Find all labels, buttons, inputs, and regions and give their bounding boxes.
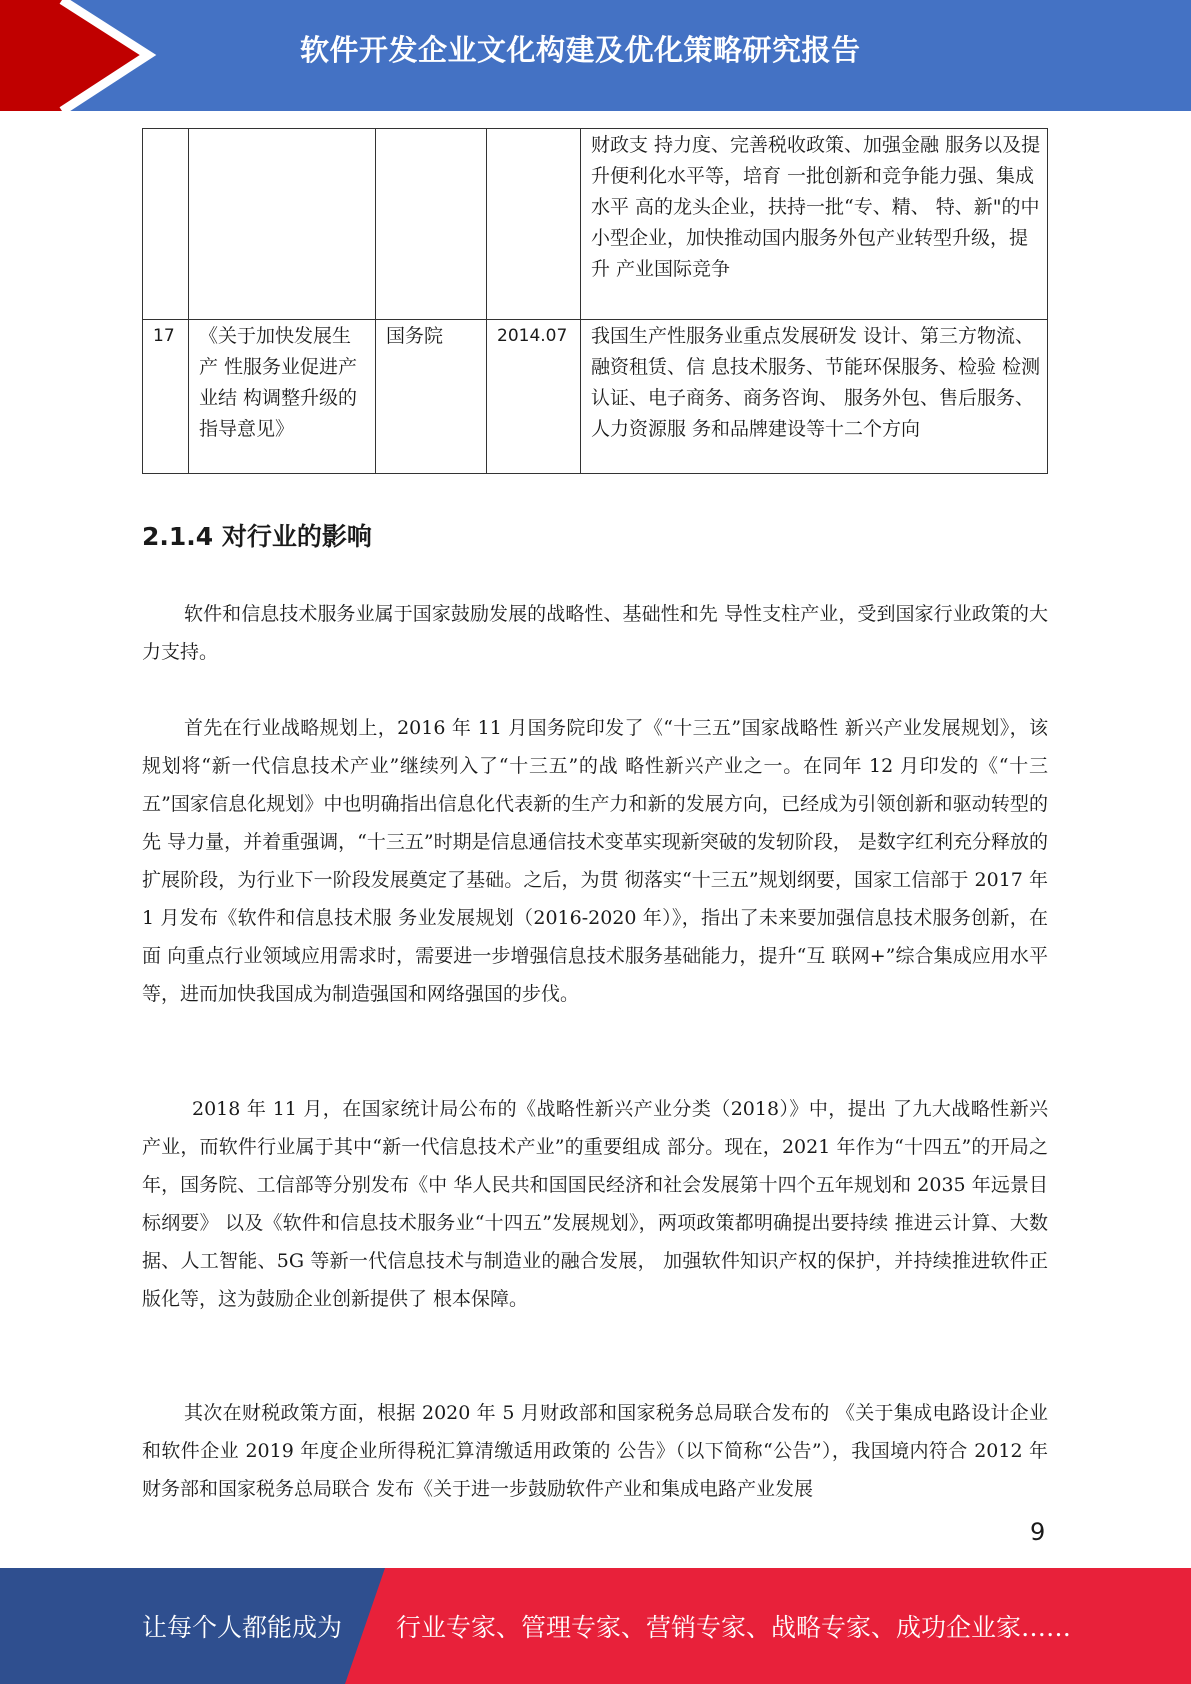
policy-table bbox=[142, 128, 1048, 474]
cell-content: 我国生产性服务业重点发展研发 设计、第三方物流、融资租赁、信 息技术服务、节能环保服务、检验 检测认证、电子商务、商务咨询、 服务外包、售后服务、人力资源服 务和品牌建设等十二个方向 bbox=[581, 320, 1048, 474]
cell-date: 2014.07 bbox=[487, 320, 581, 474]
cell-num bbox=[143, 129, 189, 320]
body-paragraph: 2018 年 11 月，在国家统计局公布的《战略性新兴产业分类（2018）》中，提出 了九大战略性新兴产业，而软件行业属于其中“新一代信息技术产业”的重要组成 部分。现在，2021 年作为“十四五”的开局之年，国务院、工信部等分别发布《中 华人民共和国国民经济和社会发展第十四个五年规划和 2035 年远景目标纲要》 以及《软件和信息技术服务业“十四五”发展规划》，两项政策都明确提出要持续 推进云计算、大数据、人工智能、5G 等新一代信息技术与制造业的融合发展， 加强软件知识产权的保护，并持续推进软件正版化等，这为鼓励企业创新提供了 根本保障。 bbox=[142, 1098, 1048, 1310]
header-arrow-graphic bbox=[0, 0, 160, 111]
cell-num: 17 bbox=[143, 320, 189, 474]
body-paragraph: 其次在财税政策方面，根据 2020 年 5 月财政部和国家税务总局联合发布的 《关于集成电路设计企业和软件企业 2019 年度企业所得税汇算清缴适用政策的 公告》（以下简称“公告”），我国境内符合 2012 年财务部和国家税务总局联合 发布《关于进一步鼓励软件产业和集成电路产业发展 bbox=[142, 1402, 1048, 1500]
body-paragraph: 首先在行业战略规划上，2016 年 11 月国务院印发了《“十三五”国家战略性 新兴产业发展规划》，该规划将“新一代信息技术产业”继续列入了“十三五”的战 略性新兴产业之一。在同年 12 月印发的《“十三五”国家信息化规划》中也明确指出信息化代表新的生产力和新的发展方向，已经成为引领创新和驱动转型的先 导力量，并着重强调，“十三五”时期是信息通信技术变革实现新突破的发轫阶段， 是数字红利充分释放的扩展阶段，为行业下一阶段发展奠定了基础。之后，为贯 彻落实“十三五”规划纲要，国家工信部于 2017 年 1 月发布《软件和信息技术服 务业发展规划（2016-2020 年）》，指出了未来要加强信息技术服务创新，在面 向重点行业领域应用需求时，需要进一步增强信息技术服务基础能力，提升“互 联网+”综合集成应用水平等，进而加快我国成为制造强国和网络强国的步伐。 bbox=[142, 717, 1048, 1005]
table-row bbox=[143, 129, 1048, 320]
table-row bbox=[143, 320, 1048, 474]
header-banner bbox=[0, 0, 1191, 111]
cell-issuer bbox=[376, 129, 487, 320]
cell-date bbox=[487, 129, 581, 320]
footer-slogan-right: 行业专家、管理专家、营销专家、战略专家、成功企业家…… bbox=[396, 1613, 1072, 1642]
section-heading: 2.1.4 对行业的影响 bbox=[142, 522, 372, 551]
document-title: 软件开发企业文化构建及优化策略研究报告 bbox=[300, 33, 861, 67]
body-paragraph: 软件和信息技术服务业属于国家鼓励发展的战略性、基础性和先 导性支柱产业，受到国家行业政策的大力支持。 bbox=[142, 603, 1048, 663]
page-number: 9 bbox=[1030, 1518, 1046, 1546]
footer-slogan-left: 让每个人都能成为 bbox=[142, 1613, 343, 1642]
cell-policy-name bbox=[189, 129, 376, 320]
cell-content: 财政支 持力度、完善税收政策、加强金融 服务以及提升便利化水平等，培育 一批创新和竞争能力强、集成水平 高的龙头企业，扶持一批“专、精、 特、新"的中小型企业，加快推动国内服务外包产业转型升级，提升 产业国际竞争 bbox=[581, 129, 1048, 320]
footer-banner bbox=[0, 1568, 1191, 1684]
cell-issuer: 国务院 bbox=[376, 320, 487, 474]
cell-policy-name: 《关于加快发展生产 性服务业促进产业结 构调整升级的指导意见》 bbox=[189, 320, 376, 474]
